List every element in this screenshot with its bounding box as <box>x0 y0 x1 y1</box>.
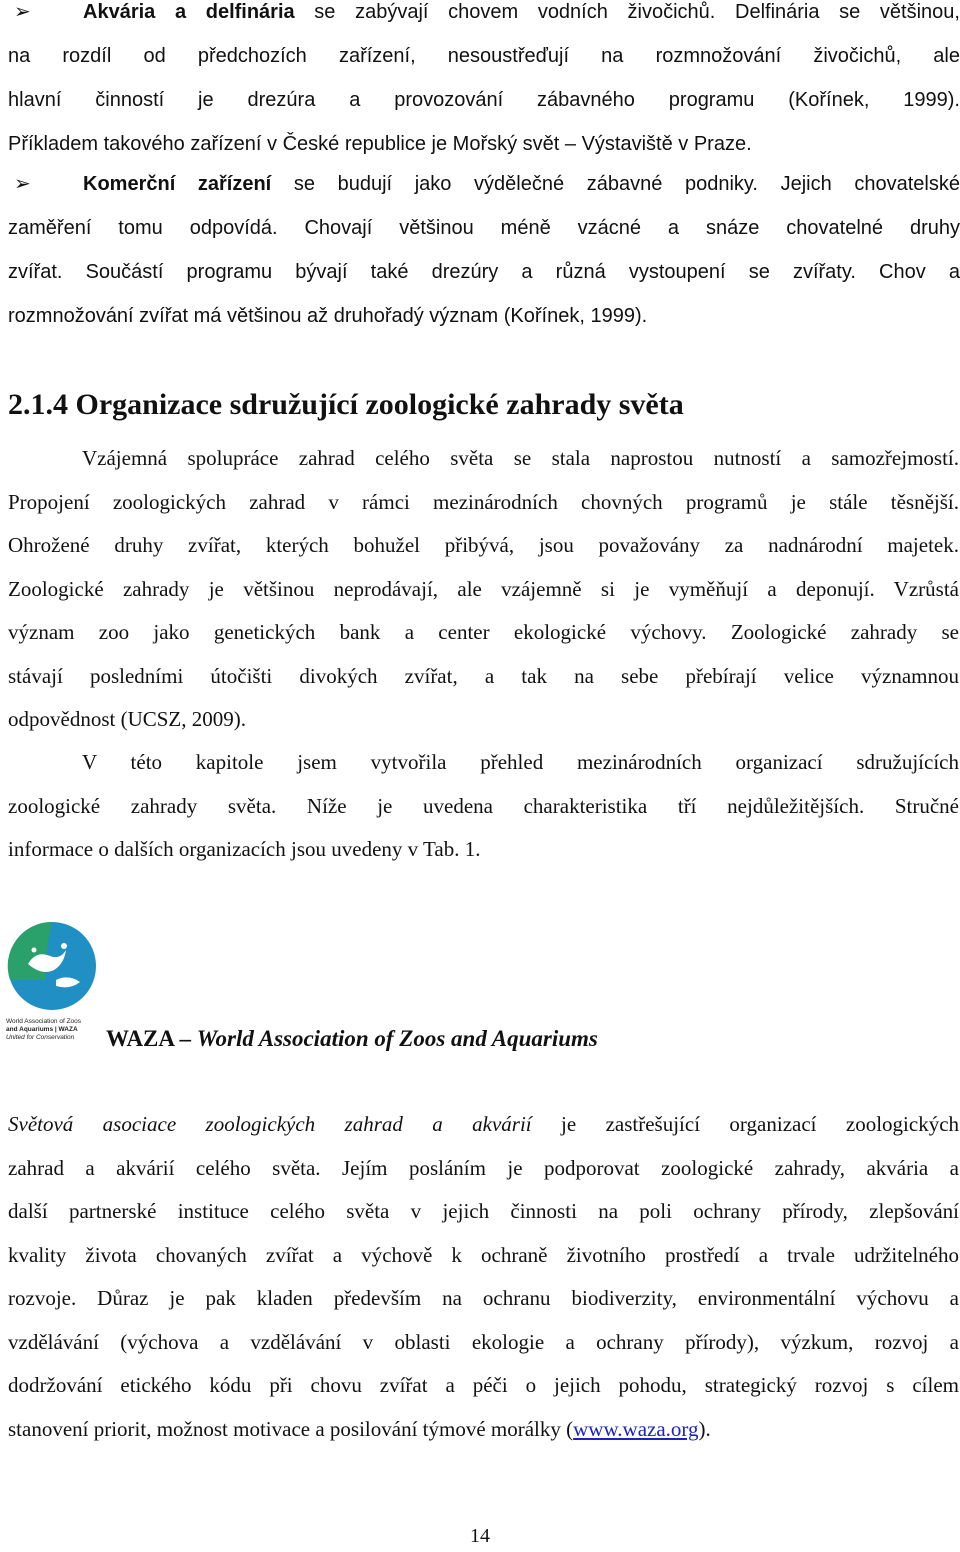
bullet-line: Příkladem takového zařízení v České republice je Mořský svět – Výstaviště v Praze. <box>8 133 752 155</box>
bullet-label: Komerční zařízení <box>83 173 272 195</box>
paragraph-line: Ohrožené druhy zvířat, kterých bohužel přibývá, jsou považovány za nadnárodní majetek. <box>8 533 959 557</box>
bullet-komercni <box>8 162 960 338</box>
logo-caption-line: and Aquariums | WAZA <box>6 1026 78 1033</box>
paragraph-line <box>8 1103 959 1147</box>
bullet-text <box>8 162 960 338</box>
paragraph-chapter-intro <box>8 741 959 872</box>
bullet-line <box>83 0 960 34</box>
paragraph-line-text: stanovení priorit, možnost motivace a posilování týmové morálky ( <box>8 1416 574 1441</box>
bullet-line-text: se zabývají chovem vodních živočichů. Delfinária se většinou, <box>294 1 960 23</box>
paragraph-line: Zoologické zahrady je většinou neprodávají, ale vzájemně si je vyměňují a deponují. Vzrůstá <box>8 576 959 601</box>
waza-abbr: WAZA – <box>106 1026 197 1051</box>
paragraph-line: Vzájemná spolupráce zahrad celého světa se stala naprostou nutností a samozřejmostí. <box>82 446 959 470</box>
bullet-line-text: se budují jako výdělečné zábavné podniky. Jejich chovatelské <box>271 173 960 195</box>
paragraph-line: význam zoo jako genetických bank a center ekologické výchovy. Zoologické zahrady se <box>8 620 959 644</box>
paragraph-line: zoologické zahrady světa. Níže je uvedena charakteristika tří nejdůležitějších. Stručné <box>8 793 959 818</box>
paragraph-line-text: ). <box>698 1416 711 1441</box>
bullet-line <box>83 162 960 206</box>
bullet-akvaria <box>8 0 960 166</box>
paragraph-line: rozvoje. Důraz je pak kladen především na ochranu biodiverzity, environmentální výchovu a <box>8 1286 959 1310</box>
logo-caption-line: United for Conservation <box>6 1034 75 1041</box>
page-number: 14 <box>470 1525 490 1547</box>
waza-website-link[interactable]: www.waza.org <box>573 1416 699 1441</box>
bullet-line: hlavní činností je drezúra a provozování zábavného programu (Kořínek, 1999). <box>8 89 960 111</box>
bullet-text <box>8 0 960 166</box>
paragraph-line: zahrad a akvárií celého světa. Jejím posláním je podporovat zoologické zahrady, akvária a <box>8 1155 959 1180</box>
paragraph-line: informace o dalších organizacích jsou uvedeny v Tab. 1. <box>8 837 481 861</box>
paragraph-waza <box>8 1103 959 1451</box>
waza-czech-name: Světová asociace zoologických zahrad a akvárií <box>8 1112 532 1136</box>
bullet-label: Akvária a delfinária <box>83 1 295 23</box>
paragraph-line: vzdělávání (výchova a vzdělávání v oblasti ekologie a ochrany přírody), výzkum, rozvoj a <box>8 1329 959 1354</box>
paragraph-line: dodržování etického kódu při chovu zvířat a péči o jejich pohodu, strategický rozvoj s cílem <box>8 1373 959 1397</box>
paragraph-line: odpovědnost (UCSZ, 2009). <box>8 707 246 731</box>
paragraph-line: další partnerské instituce celého světa v jejich činnosti na poli ochrany přírody, zlepšování <box>8 1199 959 1223</box>
arrow-bullet-icon: ➢ <box>14 1 31 23</box>
bullet-line: rozmnožování zvířat má většinou až druhořadý význam (Kořínek, 1999). <box>8 305 648 327</box>
waza-title <box>106 1017 598 1061</box>
bullet-line: na rozdíl od předchozích zařízení, nesoustřeďují na rozmnožování živočichů, ale <box>8 45 960 67</box>
waza-logo-graphic <box>6 920 98 1016</box>
paragraph-line: kvality života chovaných zvířat a výchově k ochraně životního prostředí a trvale udržitelného <box>8 1242 959 1267</box>
paragraph-line: Propojení zoologických zahrad v rámci mezinárodních chovných programů je stále těsnější. <box>8 489 959 514</box>
arrow-bullet-icon: ➢ <box>14 173 31 195</box>
section-heading: 2.1.4 Organizace sdružující zoologické zahrady světa <box>8 388 684 421</box>
paragraph-line <box>8 1408 959 1452</box>
bullet-line: zaměření tomu odpovídá. Chovají většinou méně vzácné a snáze chovatelné druhy <box>8 217 960 239</box>
logo-caption-line: World Association of Zoos <box>6 1018 82 1025</box>
waza-full-name: World Association of Zoos and Aquariums <box>196 1026 598 1051</box>
paragraph-line-text: je zastřešující organizací zoologických <box>531 1112 960 1136</box>
bullet-line: zvířat. Součástí programu bývají také drezúry a různá vystoupení se zvířaty. Chov a <box>8 261 960 283</box>
paragraph-line: stávají posledními útočišti divokých zvířat, a tak na sebe přebírají velice významnou <box>8 663 959 688</box>
paragraph-cooperation <box>8 437 959 742</box>
paragraph-line: V této kapitole jsem vytvořila přehled mezinárodních organizací sdružujících <box>82 750 959 774</box>
logo-caption <box>6 1018 98 1042</box>
